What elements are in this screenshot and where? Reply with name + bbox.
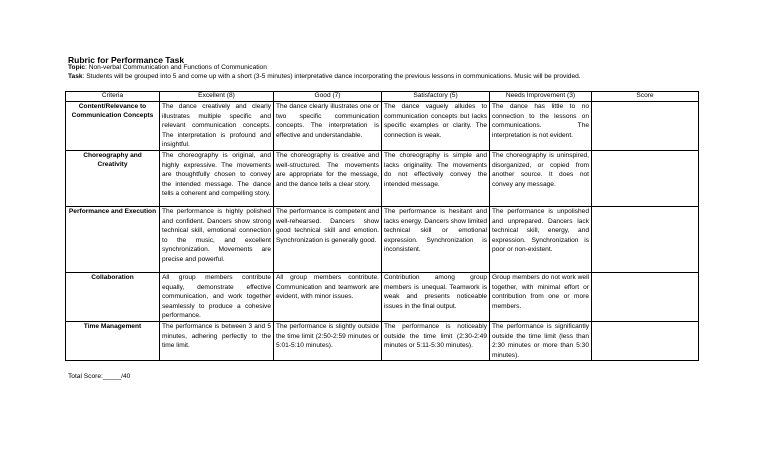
score-cell[interactable] xyxy=(592,150,699,206)
header-needs-improvement: Needs Improvement (3) xyxy=(490,92,592,102)
table-row xyxy=(66,321,699,360)
criteria-cell: Collaboration xyxy=(66,272,160,321)
satisfactory-cell: The choreography is simple and lacks originality. The movements do not effectively convey the intended message. xyxy=(382,150,490,206)
good-cell: All group members contribute. Communication and teamwork are evident, with minor issues. xyxy=(274,272,382,321)
good-cell: The dance clearly illustrates one or two specific communication concepts. The interpretation is effective and understandable. xyxy=(274,102,382,151)
table-row xyxy=(66,150,699,206)
criteria-cell: Content/Relevance to Communication Concepts xyxy=(66,102,160,151)
needs-improvement-cell: The performance is significantly outside the time limit (less than 2:30 minutes or more than 5:30 minutes). xyxy=(490,321,592,360)
score-cell[interactable] xyxy=(592,321,699,360)
criteria-cell: Performance and Execution xyxy=(66,206,160,272)
header-row xyxy=(66,92,699,102)
excellent-cell: The performance is between 3 and 5 minutes, adhering perfectly to the time limit. xyxy=(160,321,274,360)
score-cell[interactable] xyxy=(592,102,699,151)
excellent-cell: The dance creatively and clearly illustrates multiple specific and relevant communication concepts. The interpretation is profound and insightful. xyxy=(160,102,274,151)
task-label: Task xyxy=(68,73,83,80)
good-cell: The choreography is creative and well-structured. The movements are appropriate for the message, and the dance tells a clear story. xyxy=(274,150,382,206)
total-score: Total Score:_____/40 xyxy=(68,373,131,380)
criteria-cell: Choreography and Creativity xyxy=(66,150,160,206)
task-line xyxy=(68,73,581,80)
header-satisfactory: Satisfactory (5) xyxy=(382,92,490,102)
needs-improvement-cell: The performance is unpolished and unprepared. Dancers lack technical skill, energy, and expression. Synchronization is poor or non-existent. xyxy=(490,206,592,272)
table-row xyxy=(66,102,699,151)
needs-improvement-cell: Group members do not work well together, with minimal effort or contribution from one or more members. xyxy=(490,272,592,321)
satisfactory-cell: Contribution among group members is unequal. Teamwork is weak and presents noticeable issues in the final output. xyxy=(382,272,490,321)
header-good: Good (7) xyxy=(274,92,382,102)
score-cell[interactable] xyxy=(592,272,699,321)
table-row xyxy=(66,206,699,272)
needs-improvement-cell: The choreography is uninspired, disorganized, or copied from another source. It does not convey any message. xyxy=(490,150,592,206)
table-row xyxy=(66,272,699,321)
good-cell: The performance is competent and well-rehearsed. Dancers show good technical skill and emotion. Synchronization is generally good. xyxy=(274,206,382,272)
task-text: : Students will be grouped into 5 and come up with a short (3-5 minutes) interpretative dance incorporating the previous lessons in communications. Music will be provided. xyxy=(82,73,581,80)
needs-improvement-cell: The dance has little to no connection to the lessons on communications. The interpretation is not evident. xyxy=(490,102,592,151)
header-score: Score xyxy=(592,92,699,102)
topic-line xyxy=(68,64,267,71)
satisfactory-cell: The performance is noticeably outside the time limit (2:30-2:49 minutes or 5:11-5:30 minutes). xyxy=(382,321,490,360)
satisfactory-cell: The performance is hesitant and lacks energy. Dancers show limited technical skill or emotional expression. Synchronization is inconsistent. xyxy=(382,206,490,272)
rubric-table xyxy=(65,91,699,361)
excellent-cell: The performance is highly polished and confident. Dancers show strong technical skill, emotional connection to the music, and excellent synchronization. Movements are precise and powerful. xyxy=(160,206,274,272)
score-cell[interactable] xyxy=(592,206,699,272)
document-title: Rubric for Performance Task xyxy=(68,55,185,65)
topic-text: : Non-verbal Communication and Functions of Communication xyxy=(85,64,267,71)
satisfactory-cell: The dance vaguely alludes to communication concepts but lacks specific examples or clarity. The connection is weak. xyxy=(382,102,490,151)
excellent-cell: The choreography is original, and highly expressive. The movements are thoughtfully chosen to convey the intended message. The dance tells a coherent and compelling story. xyxy=(160,150,274,206)
topic-label: Topic xyxy=(68,64,86,71)
header-excellent: Excellent (8) xyxy=(160,92,274,102)
good-cell: The performance is slightly outside the time limit (2:50-2:59 minutes or 5:01-5:10 minutes). xyxy=(274,321,382,360)
excellent-cell: All group members contribute equally, demonstrate effective communication, and work together seamlessly to produce a cohesive performance. xyxy=(160,272,274,321)
criteria-cell: Time Management xyxy=(66,321,160,360)
header-criteria: Criteria xyxy=(66,92,160,102)
